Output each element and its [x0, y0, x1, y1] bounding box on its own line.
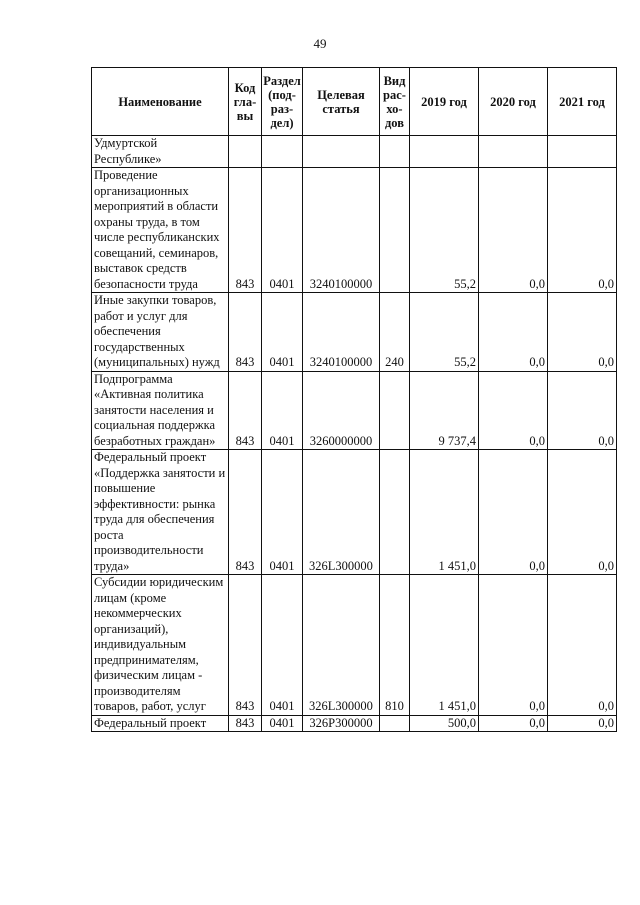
- table-row: [92, 575, 617, 716]
- page-number: 49: [313, 36, 327, 51]
- table-header-row: [92, 68, 617, 136]
- cell-2019: 1 451,0: [410, 450, 479, 575]
- table-row: [92, 450, 617, 575]
- cell-2019: 9 737,4: [410, 371, 479, 450]
- cell-section: 0401: [262, 371, 303, 450]
- cell-kind: [380, 371, 410, 450]
- cell-code: [229, 136, 262, 168]
- cell-2019: 500,0: [410, 715, 479, 732]
- cell-2021: 0,0: [548, 371, 617, 450]
- cell-kind: [380, 715, 410, 732]
- cell-article: [303, 136, 380, 168]
- cell-article: 326L300000: [303, 450, 380, 575]
- header-section: Раздел (под- раз- дел): [262, 68, 303, 136]
- table-row: [92, 136, 617, 168]
- budget-table: [91, 67, 617, 732]
- cell-2021: 0,0: [548, 293, 617, 372]
- cell-section: 0401: [262, 293, 303, 372]
- cell-article: 3240100000: [303, 293, 380, 372]
- cell-code: 843: [229, 168, 262, 293]
- cell-2020: [479, 136, 548, 168]
- cell-kind: 810: [380, 575, 410, 716]
- cell-kind: [380, 168, 410, 293]
- cell-2020: 0,0: [479, 715, 548, 732]
- cell-kind: [380, 450, 410, 575]
- cell-2019: 55,2: [410, 168, 479, 293]
- header-kind: Вид рас- хо- дов: [380, 68, 410, 136]
- header-name: Наименование: [92, 68, 229, 136]
- cell-2020: 0,0: [479, 575, 548, 716]
- cell-name: Удмуртской Республике»: [92, 136, 229, 168]
- cell-2019: 55,2: [410, 293, 479, 372]
- cell-2021: 0,0: [548, 168, 617, 293]
- cell-article: 3260000000: [303, 371, 380, 450]
- cell-2021: 0,0: [548, 450, 617, 575]
- table-row: [92, 293, 617, 372]
- cell-2021: 0,0: [548, 715, 617, 732]
- cell-article: 326L300000: [303, 575, 380, 716]
- table-row: [92, 715, 617, 732]
- cell-code: 843: [229, 450, 262, 575]
- header-2021: 2021 год: [548, 68, 617, 136]
- cell-article: 3240100000: [303, 168, 380, 293]
- cell-2021: [548, 136, 617, 168]
- cell-name: Проведение организационных мероприятий в области охраны труда, в том числе республиканских совещаний, семинаров, выставок средств безопасности труда: [92, 168, 229, 293]
- cell-section: 0401: [262, 575, 303, 716]
- cell-name: Федеральный проект «Поддержка занятости и повышение эффективности: рынка труда для обеспечения роста производительности труда»: [92, 450, 229, 575]
- table-row: [92, 371, 617, 450]
- cell-name: Иные закупки товаров, работ и услуг для обеспечения государственных (муниципальных) нужд: [92, 293, 229, 372]
- cell-code: 843: [229, 715, 262, 732]
- cell-kind: 240: [380, 293, 410, 372]
- cell-2021: 0,0: [548, 575, 617, 716]
- cell-article: 326P300000: [303, 715, 380, 732]
- cell-name: Федеральный проект: [92, 715, 229, 732]
- cell-2020: 0,0: [479, 371, 548, 450]
- header-2019: 2019 год: [410, 68, 479, 136]
- cell-section: 0401: [262, 168, 303, 293]
- cell-name: Подпрограмма «Активная политика занятости населения и социальная поддержка безработных граждан»: [92, 371, 229, 450]
- cell-section: [262, 136, 303, 168]
- cell-code: 843: [229, 293, 262, 372]
- cell-name: Субсидии юридическим лицам (кроме некоммерческих организаций), индивидуальным предпринимателям, физическим лицам - производителям товаров, работ, услуг: [92, 575, 229, 716]
- cell-2020: 0,0: [479, 450, 548, 575]
- cell-kind: [380, 136, 410, 168]
- cell-section: 0401: [262, 715, 303, 732]
- cell-2020: 0,0: [479, 293, 548, 372]
- cell-2020: 0,0: [479, 168, 548, 293]
- cell-2019: 1 451,0: [410, 575, 479, 716]
- table-row: [92, 168, 617, 293]
- cell-code: 843: [229, 371, 262, 450]
- header-article: Целевая статья: [303, 68, 380, 136]
- cell-section: 0401: [262, 450, 303, 575]
- header-code: Код гла- вы: [229, 68, 262, 136]
- header-2020: 2020 год: [479, 68, 548, 136]
- cell-code: 843: [229, 575, 262, 716]
- cell-2019: [410, 136, 479, 168]
